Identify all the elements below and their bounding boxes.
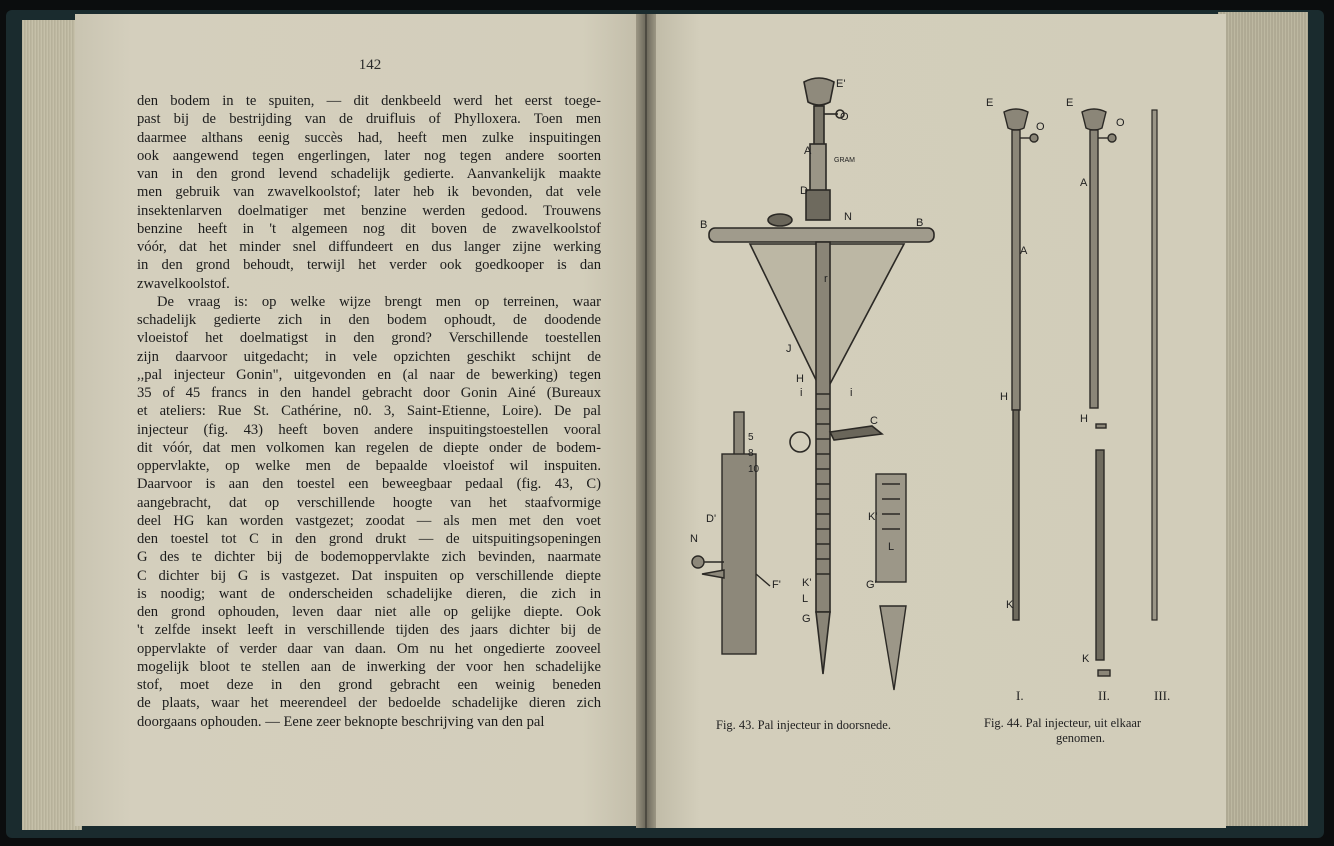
left-page-edges — [22, 20, 82, 830]
text-line: ,,pal injecteur Gonin", uitgevonden en (al naar de bewerking) tegen — [137, 366, 601, 383]
svg-text:E: E — [986, 97, 994, 109]
right-page-edges — [1218, 12, 1308, 826]
svg-text:A: A — [804, 145, 812, 157]
text-line: men gebruik van zwavelkoolstof; later heb ik bevonden, dat vele — [137, 184, 601, 201]
text-line: et ateliers: Rue St. Cathérine, n0. 3, Saint-Etienne, Loire). De pal — [137, 403, 601, 420]
text-line: vloeistof het doelmatigst in den grond? Verschillende toestellen — [137, 330, 601, 347]
text-line: dit vóór, dat men volkomen kan regelen de diepte onder de bodem- — [137, 439, 601, 456]
text-line: is noodig; want de onderscheiden schadelijke dieren, die zich in — [137, 585, 601, 602]
fig44-part-II — [1082, 109, 1116, 676]
svg-text:A: A — [1020, 245, 1028, 257]
text-line: Daarvoor is aan den toestel een beweegbaar pedaal (fig. 43, C) — [137, 476, 601, 493]
svg-text:A: A — [1080, 177, 1088, 189]
text-line: oppervlakte of verder daar van daan. Om nu het ongedierte zooveel — [137, 640, 601, 657]
fig44-part-I — [1004, 109, 1038, 620]
svg-text:G: G — [802, 613, 811, 625]
part-label-III: III. — [1154, 688, 1171, 703]
svg-text:B: B — [700, 219, 708, 231]
svg-text:i: i — [850, 387, 853, 399]
svg-text:G': G' — [866, 579, 877, 591]
svg-text:N: N — [844, 211, 852, 223]
svg-text:5: 5 — [748, 432, 754, 443]
svg-text:K': K' — [802, 577, 812, 589]
svg-text:GRAM: GRAM — [834, 157, 855, 164]
svg-text:J: J — [786, 343, 792, 355]
svg-text:N: N — [690, 533, 698, 545]
text-line: daarmee althans eenig succès had, heeft men zulke inspuitingen — [137, 129, 601, 146]
svg-text:H: H — [1000, 391, 1008, 403]
page-number: 142 — [358, 57, 382, 73]
svg-text:10: 10 — [748, 464, 760, 475]
text-line: schadelijk gedierte zich in den bodem ophoudt, de doodende — [137, 312, 601, 328]
text-line: stof, moet deze in den grond gebracht een weinig beneden — [137, 677, 601, 693]
fig44-caption-line1: Fig. 44. Pal injecteur, uit elkaar — [984, 716, 1142, 730]
text-line: deel HG kan worden vastgezet; zoodat — als men met den voet — [137, 512, 601, 529]
svg-text:E': E' — [836, 78, 846, 90]
svg-text:B: B — [916, 217, 924, 229]
text-line: van in den grond levend schadelijk gedierte. Aanvankelijk maakte — [137, 166, 601, 182]
text-line: oppervlakte, op welke men de bepaalde vloeistof wil inspuiten. — [137, 458, 601, 474]
text-line: den grond ophouden, leven daar niet alle op gelijke diepte. Ook — [137, 604, 601, 620]
svg-text:E: E — [1066, 97, 1074, 109]
text-line: C dichter bij G is vastgezet. Dat inspuiten op verschillende diepte — [137, 567, 601, 584]
book-gutter — [636, 14, 656, 828]
text-line: 't zelfde insekt leeft in verschillende tijden des jaars dichter bij de — [137, 622, 601, 639]
body-text — [137, 92, 601, 731]
text-line: den bodem in te spuiten, — dit denkbeeld werd het eerst toege- — [137, 93, 601, 109]
text-line: benzine heeft in 't algemeen nog dit boven de zwavelkoolstof — [137, 220, 601, 237]
text-line: G des te dichter bij de bodemoppervlakte zich bevinden, naarmate — [137, 549, 601, 566]
text-line: zijn daarvoor uitgedacht; in vele opzichten geschikt schijnt de — [137, 348, 601, 365]
fig43-detail-parts — [876, 474, 906, 690]
text-line: De vraag is: op welke wijze brengt men op terreinen, waar — [157, 293, 601, 310]
text-line: vóór, dat het minder snel diffundeert en dus langer zijne werking — [137, 239, 601, 255]
svg-text:F': F' — [772, 579, 781, 591]
part-label-II: II. — [1098, 688, 1110, 703]
svg-text:O: O — [840, 111, 849, 123]
fig44-caption-line2: genomen. — [1056, 731, 1105, 745]
svg-text:K': K' — [868, 511, 878, 523]
text-line: zwavelkoolstof. — [137, 275, 230, 292]
figure-illustrations — [654, 14, 1226, 828]
svg-text:K: K — [1082, 653, 1090, 665]
text-line: de plaats, waar het meerendeel der bedoelde schadelijke dieren zich — [137, 695, 601, 712]
text-line: 35 of 45 francs in den handel gebracht door Gonin Ainé (Bureaux — [137, 385, 601, 401]
text-line: insektenlarven doelmatiger met benzine werden gedood. Trouwens — [137, 202, 601, 219]
svg-text:H: H — [1080, 413, 1088, 425]
text-line: doorgaans ophouden. — Eene zeer beknopte beschrijving van den pal — [137, 713, 545, 730]
svg-text:i: i — [800, 387, 803, 399]
part-label-I: I. — [1016, 688, 1024, 703]
text-line: mogelijk bloot te stellen aan de inwerking der voor hen schadelijke — [137, 658, 601, 675]
svg-text:O: O — [1036, 121, 1045, 133]
svg-text:H: H — [796, 373, 804, 385]
fig43-small-part — [692, 412, 770, 654]
svg-text:L: L — [802, 593, 809, 605]
text-line: aangebracht, dat op verschillende hoogte van het staafvormige — [137, 494, 601, 511]
svg-text:8: 8 — [748, 448, 754, 459]
text-line: ook aangewend tegen engerlingen, later nog tegen andere soorten — [137, 147, 601, 164]
svg-text:K: K — [1006, 599, 1014, 611]
text-line: injecteur (fig. 43) heeft boven andere inspuitingstoestellen vooral — [137, 421, 601, 438]
fig43-caption: Fig. 43. Pal injecteur in doorsnede. — [716, 718, 891, 732]
fig44-part-III — [1152, 110, 1157, 620]
text-line: past bij de bestrijding van de druifluis of Phylloxera. Toen men — [137, 111, 601, 128]
svg-text:D: D — [800, 185, 808, 197]
text-line: den toestel tot C in den grond drukt — de uitspuitingsopeningen — [137, 531, 601, 547]
svg-text:r: r — [824, 273, 828, 285]
svg-text:C: C — [870, 415, 878, 427]
svg-text:L: L — [888, 541, 895, 553]
text-line: in den grond behoudt, terwijl het verder ook goedkooper is dan — [137, 257, 601, 274]
svg-text:O: O — [1116, 117, 1125, 129]
svg-text:D': D' — [706, 513, 717, 525]
